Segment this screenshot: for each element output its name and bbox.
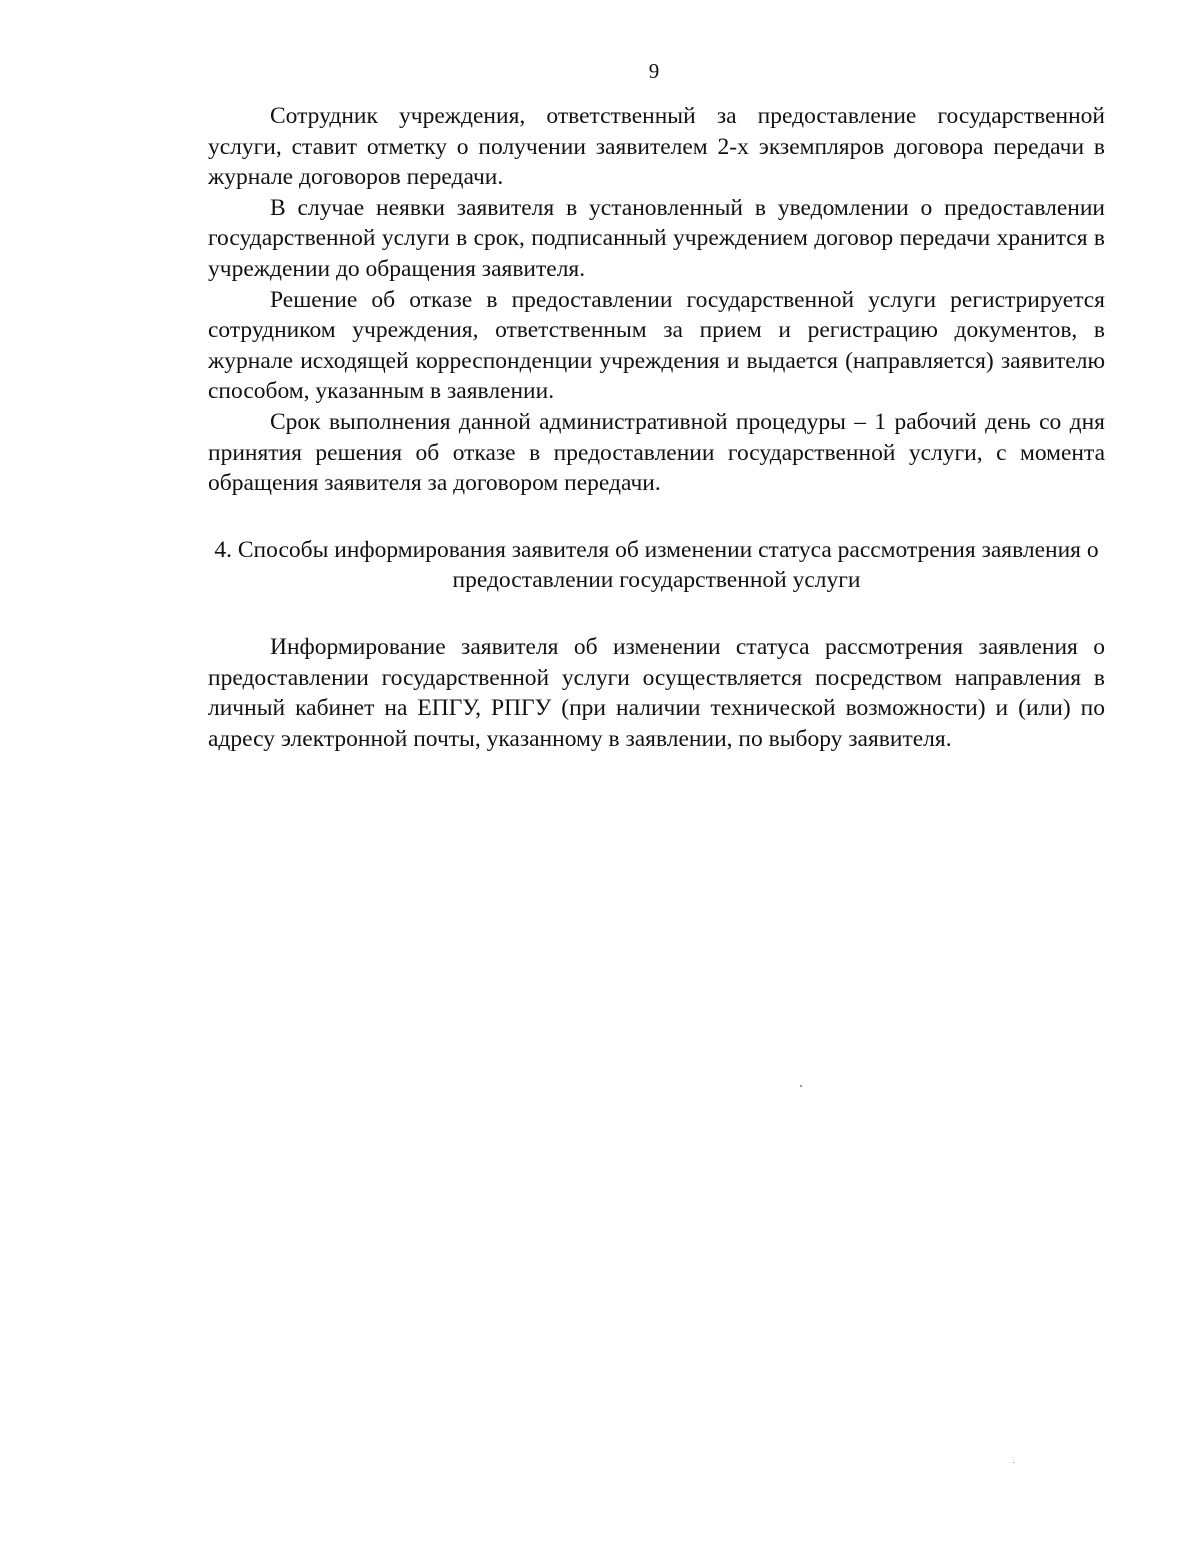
- scan-speck: [800, 1085, 802, 1087]
- paragraph: Информирование заявителя об изменении статуса рассмотрения заявления о предоставлении государственной услуги осуществляется посредством направления в личный кабинет на ЕПГУ, РПГУ (при наличии технической возможности) и (или) по адресу электронной почты, указанному в заявлении, по выбору заявителя.: [208, 633, 1105, 752]
- paragraph: Срок выполнения данной административной процедуры – 1 рабочий день со дня принятия решения об отказе в предоставлении государственной услуги, с момента обращения заявителя за договором передачи.: [208, 408, 1105, 497]
- page-number: 9: [648, 59, 660, 83]
- paragraph: В случае неявки заявителя в установленный в уведомлении о предоставлении государственной услуги в срок, подписанный учреждением договор передачи хранится в учреждении до обращения заявителя.: [208, 194, 1105, 282]
- scan-speck: [1013, 1462, 1014, 1463]
- document-body: [208, 101, 1105, 754]
- paragraph: Решение об отказе в предоставлении государственной услуги регистрируется сотрудником учреждения, ответственным за прием и регистрацию документов, в журнале исходящей корреспонденции учреждения и выдается (направляется) заявителю способом, указанным в заявлении.: [208, 286, 1105, 405]
- paragraph: Сотрудник учреждения, ответственный за предоставление государственной услуги, ставит отметку о получении заявителем 2-х экземпляров договора передачи в журнале договоров передачи.: [208, 103, 1105, 191]
- section-heading: 4. Способы информирования заявителя об изменении статуса рассмотрения заявления о предоставлении государственной услуги: [214, 536, 1099, 594]
